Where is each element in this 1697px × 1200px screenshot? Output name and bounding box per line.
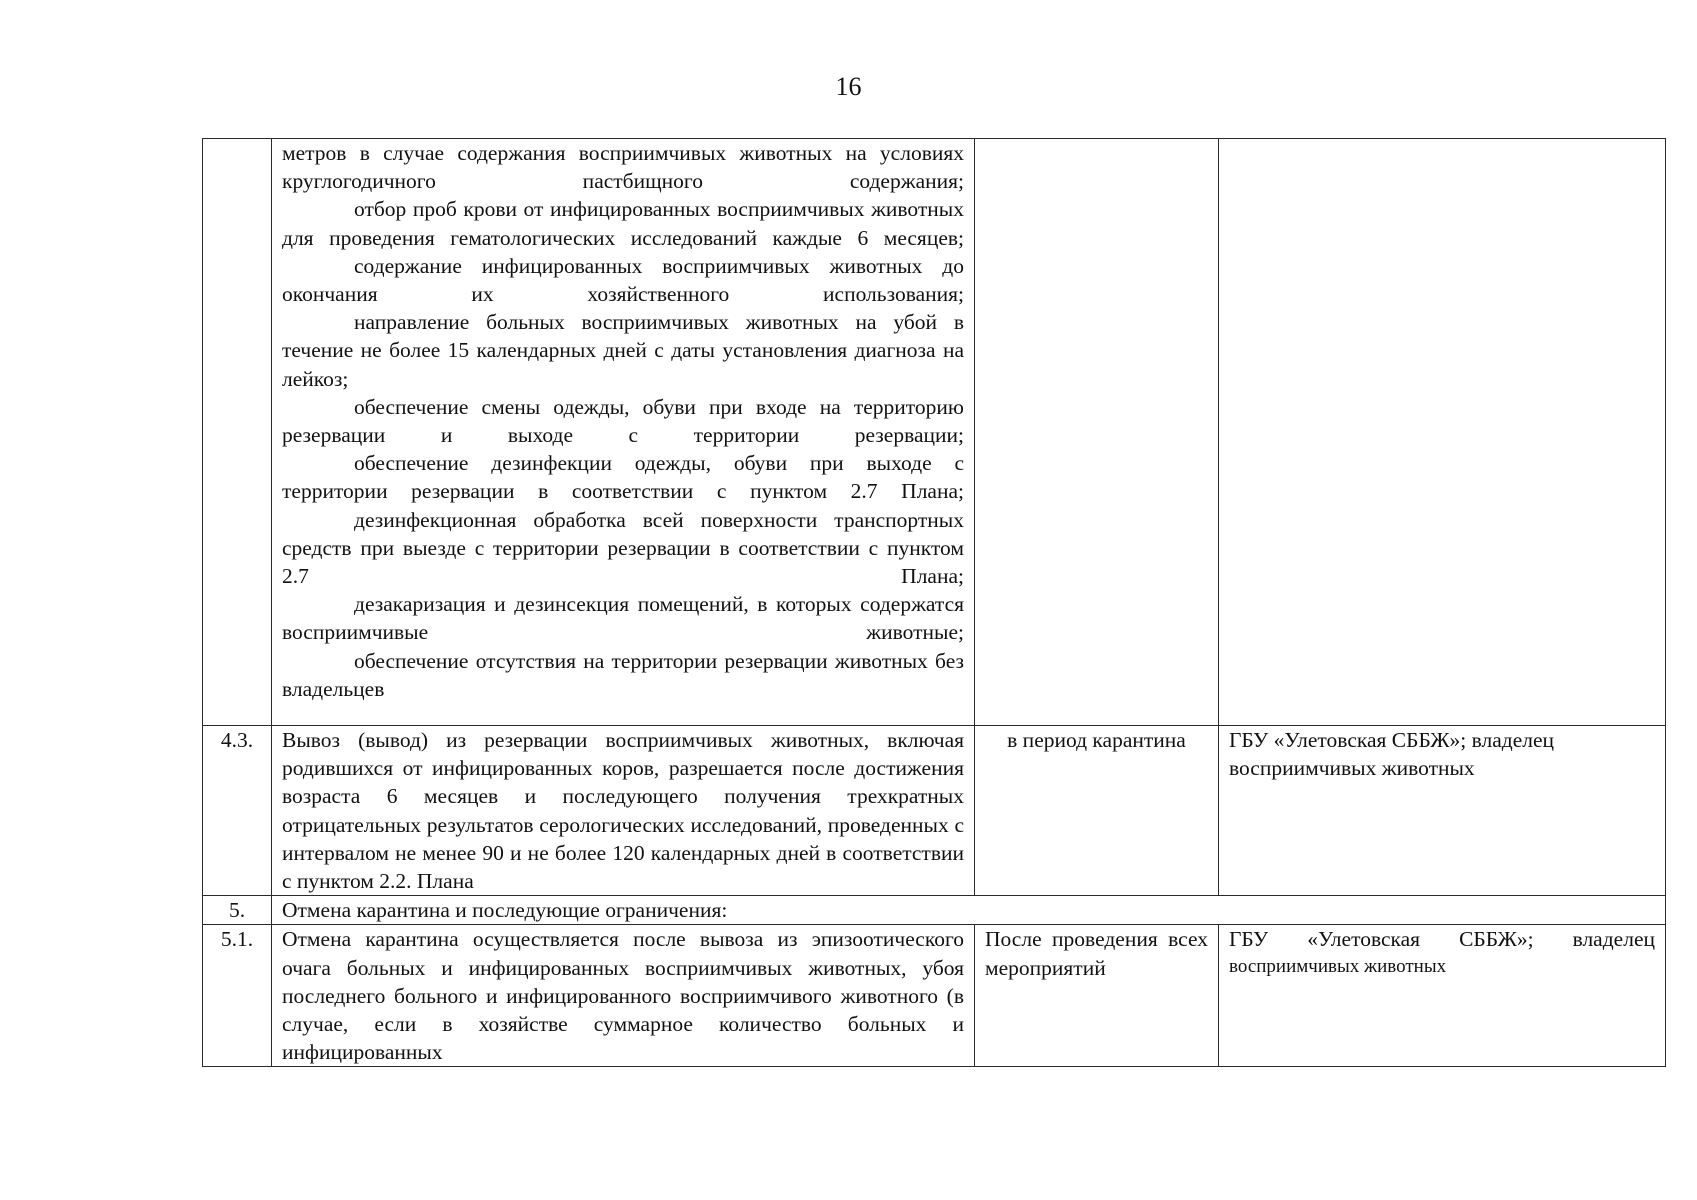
measure-paragraph: обеспечение смены одежды, обуви при входе на территорию резервации и выходе с территории резервации; bbox=[282, 394, 964, 448]
table-row bbox=[203, 139, 1666, 726]
table-row bbox=[203, 925, 1666, 1067]
row-number-cell: 4.3. bbox=[203, 726, 272, 896]
measure-paragraph: отбор проб крови от инфицированных восприимчивых животных для проведения гематологических исследований каждые 6 месяцев; bbox=[282, 197, 964, 250]
term-text: После проведения всех мероприятий bbox=[985, 927, 1208, 980]
measure-paragraph: содержание инфицированных восприимчивых животных до окончания их хозяйственного использования; bbox=[282, 253, 964, 307]
measure-paragraph: дезинфекционная обработка всей поверхности транспортных средств при выезде с территории резервации в соответствии с пунктом 2.7 Плана; bbox=[282, 507, 964, 589]
measure-cell bbox=[272, 139, 975, 726]
measure-paragraph: дезакаризация и дезинсекция помещений, в которых содержатся восприимчивые животные; bbox=[282, 592, 964, 645]
measure-paragraph: метров в случае содержания восприимчивых животных на условиях круглогодичного пастбищного содержания; bbox=[282, 141, 964, 194]
responsible-line: восприимчивых животных bbox=[1229, 955, 1447, 977]
measure-paragraph: направление больных восприимчивых животных на убой в течение не более 15 календарных дней с даты установления диагноза на лейкоз; bbox=[282, 310, 964, 391]
table-row bbox=[203, 896, 1666, 925]
measures-table bbox=[202, 138, 1666, 1067]
responsible-cell bbox=[1219, 139, 1666, 726]
section-heading-cell: Отмена карантина и последующие ограничения: bbox=[272, 896, 1666, 925]
measure-cell bbox=[272, 925, 975, 1067]
responsible-cell bbox=[1219, 925, 1666, 1067]
measure-cell bbox=[272, 726, 975, 896]
term-cell bbox=[975, 925, 1219, 1067]
measure-paragraph: обеспечение отсутствия на территории резервации животных без владельцев bbox=[282, 648, 964, 701]
measure-text: Отмена карантина осуществляется после вывоза из эпизоотического очага больных и инфицированных восприимчивых животных, убоя последнего больного и инфицированного восприимчивого животного (в случае, если в хозяйстве суммарное количество больных и инфицированных bbox=[282, 927, 964, 1065]
measure-paragraph: обеспечение дезинфекции одежды, обуви при выходе с территории резервации в соответствии с пунктом 2.7 Плана; bbox=[282, 451, 964, 504]
term-cell bbox=[975, 139, 1219, 726]
responsible-cell: ГБУ «Улетовская СББЖ»; владелец восприимчивых животных bbox=[1219, 726, 1666, 896]
measure-text: Вывоз (вывод) из резервации восприимчивых животных, включая родившихся от инфицированных коров, разрешается после достижения возраста 6 месяцев и последующего получения трехкратных отрицательных результатов серологических исследований, проведенных с интервалом не менее 90 и не более 120 календарных дней в соответствии с пунктом 2.2. Плана bbox=[282, 728, 964, 894]
table-row bbox=[203, 726, 1666, 896]
row-number-cell: 5. bbox=[203, 896, 272, 925]
responsible-line: ГБУ «Улетовская СББЖ»; владелец bbox=[1229, 927, 1655, 952]
page-number: 16 bbox=[835, 72, 862, 101]
row-number-cell: 5.1. bbox=[203, 925, 272, 1067]
term-cell: в период карантина bbox=[975, 726, 1219, 896]
row-number-cell bbox=[203, 139, 272, 726]
